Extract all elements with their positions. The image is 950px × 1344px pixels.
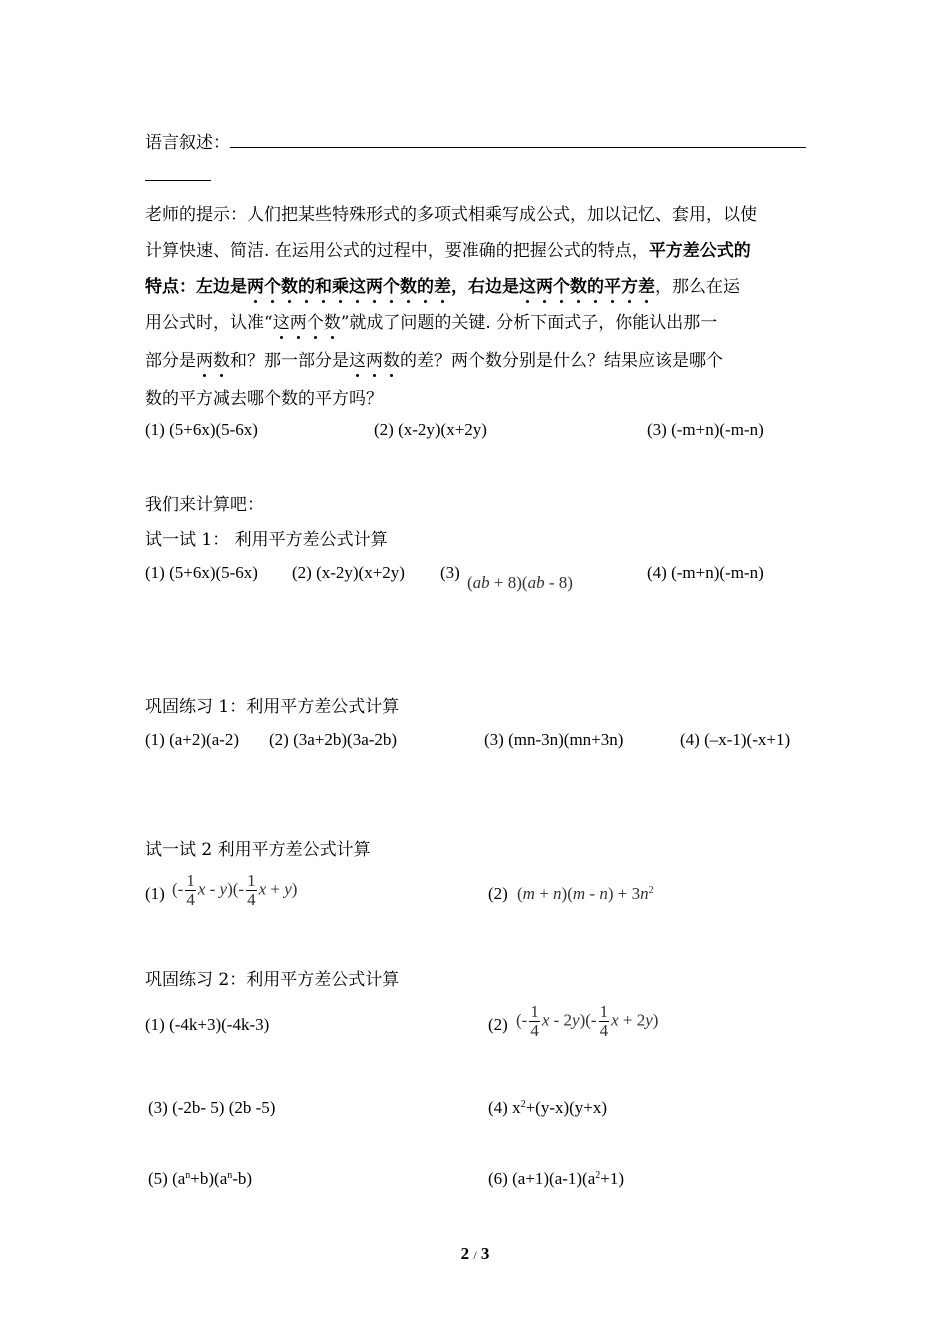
practice1-problem-2: (2) (3a+2b)(3a-2b) [269,730,398,749]
try1-problem-3-expression: (ab + 8)(ab - 8) [467,573,573,592]
try2-problem-2-label: (2) [488,884,508,903]
lets-compute-heading: 我们来计算吧： [145,495,264,515]
try1-problem-1: (1) (5+6x)(5-6x) [145,563,258,582]
language-statement-line [145,128,810,153]
teacher-hint-line-4: 用公式时，认准“这两个数”就成了问题的关键. 分析下面式子，你能认出那一 [145,313,718,333]
emphasis-dotted-text: 两个数的和乘这两个数的差 [247,277,451,297]
teacher-hint-line-6: 数的平方减去哪个数的平方吗？ [145,389,383,409]
try1-problem-4: (4) (-m+n)(-m-n) [647,563,764,582]
practice2-problem-5: (5) $(a^n+b)(a^n-b)$ [148,1169,253,1188]
teacher-hint-line-2: 计算快速、简洁. 在运用公式的过程中，要准确的把握公式的特点，平方差公式的 [145,241,751,261]
try1-problem-3-label: (3) [440,563,460,582]
answer-blank-continuation [145,162,211,181]
practice2-title: 巩固练习 2：利用平方差公式计算 [145,970,400,990]
teacher-hint-line-3: 特点：左边是两个数的和乘这两个数的差，右边是这两个数的平方差，那么在运 [145,277,740,297]
teacher-hint-line-1: 老师的提示：人们把某些特殊形式的多项式相乘写成公式，加以记忆、套用，以使 [145,205,757,225]
practice1-title: 巩固练习 1：利用平方差公式计算 [145,697,400,717]
try1-problem-2: (2) (x-2y)(x+2y) [292,563,405,582]
page-number [0,1244,950,1264]
analysis-item-2: (2) (x-2y)(x+2y) [374,420,487,439]
try2-problem-1-label: (1) [145,884,165,903]
teacher-hint-line-5: 部分是两数和？那一部分是这两数的差？两个数分别是什么？结果应该是哪个 [145,351,723,371]
practice1-problem-4: (4) (–x-1)(-x+1) [680,730,791,749]
page-separator: / [473,1248,477,1262]
language-statement-label: 语言叙述： [145,133,230,153]
analysis-item-3: (3) (-m+n)(-m-n) [647,420,764,439]
try1-title: 试一试 1： 利用平方差公式计算 [145,530,388,550]
emphasis-dotted-text: 这两个数的平方差 [519,277,655,297]
practice2-problem-3: (3) (-2b- 5) (2b -5) [148,1098,276,1117]
emphasis-dotted-text: 这两数 [349,351,400,371]
try2-title: 试一试 2 利用平方差公式计算 [145,840,371,860]
emphasis-dotted-text: 两数 [196,351,230,371]
page-current: 2 [460,1244,470,1263]
try2-problem-2-expression: $(m + n)(m - n) + 3n^2$ [517,884,654,903]
practice2-problem-2-label: (2) [488,1015,508,1034]
practice2-problem-4: (4) $x^2+(y-x)(y+x)$ [488,1098,608,1117]
practice1-problem-3: (3) (mn-3n)(mn+3n) [484,730,624,749]
analysis-item-1: (1) (5+6x)(5-6x) [145,420,258,439]
page-total: 3 [480,1244,490,1263]
practice2-problem-6: (6) $(a+1)(a-1)(a^2+1)$ [488,1169,625,1188]
practice1-problem-1: (1) (a+2)(a-2) [145,730,240,749]
answer-blank [230,129,806,148]
emphasis-dotted-text: 这两个数 [272,313,341,333]
practice2-problem-2-expression: (- $\frac{1}{4}$ x - 2y)(- $\frac{1}{4}$ x + 2y) [516,1002,659,1040]
practice2-problem-1: (1) (-4k+3)(-4k-3) [145,1015,270,1034]
try2-problem-1-expression: (- $\frac{1}{4}$ x - y)(- $\frac{1}{4}$ x + y) [172,871,298,909]
